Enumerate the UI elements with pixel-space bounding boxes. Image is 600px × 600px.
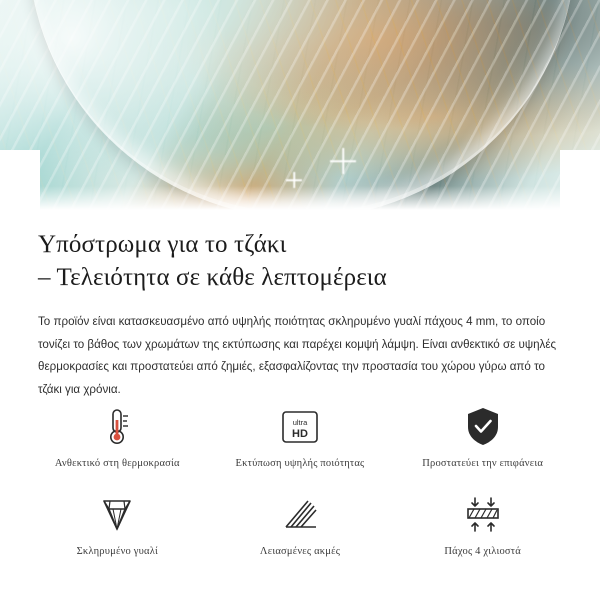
feature-label: Λειασμένες ακμές (259, 546, 341, 557)
svg-text:ultra: ultra (292, 418, 308, 427)
text-block (0, 228, 600, 401)
shield-check-icon (463, 405, 503, 449)
svg-text:HD: HD (292, 428, 308, 440)
hero-image (0, 0, 600, 212)
diamond-icon (96, 493, 138, 537)
feature-item-tempered-glass (26, 493, 209, 557)
ultra-hd-icon (280, 405, 320, 449)
feature-item-polished-edges (209, 493, 392, 557)
body-paragraph: Το προϊόν είναι κατασκευασμένο από υψηλής ποιότητας σκληρυμένο γυαλί πάχους 4 mm, το οποίο τονίζει το βάθος των χρωμάτων της εκτύπωσης και παρέχει κομψή λάμψη. Είναι ανθεκτικό σε υψηλές θερμοκρασίες και προστατεύει από ζημιές, εξασφαλίζοντας την προστασία του χώρου γύρω από το τζάκι για χρόνια. (38, 315, 557, 396)
thermometer-icon (98, 405, 136, 449)
hero-bottom-fade (0, 186, 600, 212)
feature-item-temperature-resistant (26, 405, 209, 469)
feature-grid (0, 405, 600, 557)
feature-label: Σκληρυμένο γυαλί (76, 546, 159, 557)
feature-label: Εκτύπωση υψηλής ποιότητας (235, 458, 365, 469)
feature-item-thickness (391, 493, 574, 557)
feature-item-ultra-hd-print (209, 405, 392, 469)
headline-line-2: – Τελειότητα σε κάθε λεπτομέρεια (38, 264, 387, 291)
thickness-arrows-icon (462, 493, 504, 537)
polished-edges-icon (280, 493, 320, 537)
headline-line-1: Υπόστρωμα για το τζάκι (38, 231, 287, 258)
feature-item-surface-protection (391, 405, 574, 469)
feature-label: Ανθεκτικό στη θερμοκρασία (54, 458, 180, 469)
feature-label: Πάχος 4 χιλιοστά (444, 546, 521, 557)
hero-marble-veins (0, 0, 600, 212)
page-title (38, 228, 562, 294)
feature-label: Προστατεύει την επιφάνεια (422, 458, 544, 469)
